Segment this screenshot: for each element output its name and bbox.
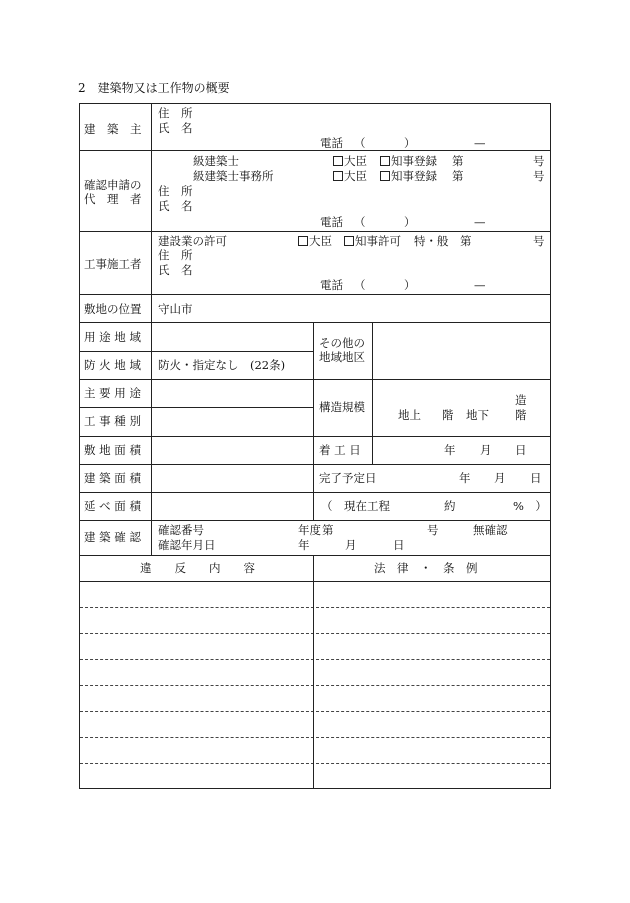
work-type-label: 工 事 種 別 [84, 414, 141, 428]
contractor-go: 号 [533, 234, 545, 248]
agent-architect-label: 級建築士 [193, 154, 239, 168]
agent-office-minister[interactable]: 大臣 [333, 169, 367, 183]
completion-label: 完了予定日 [319, 471, 377, 485]
start-month: 月 [480, 443, 492, 457]
contractor-name-label: 氏 名 [158, 263, 193, 277]
agent-office-label: 級建築士事務所 [193, 169, 274, 183]
site-area-label: 敷 地 面 積 [84, 443, 141, 457]
contractor-minister[interactable]: 大臣 [298, 234, 332, 248]
contractor-license-label: 建設業の許可 [158, 234, 227, 248]
agent-office-dai: 第 [452, 169, 464, 183]
fire-zone-value: 防火・指定なし (22条) [158, 358, 286, 372]
other-district-line1: その他の [319, 336, 365, 350]
agent-architect-go: 号 [533, 154, 545, 168]
agent-architect-dai: 第 [452, 154, 464, 168]
fire-zone-label: 防 火 地 域 [84, 358, 141, 372]
checkbox-icon [380, 156, 390, 166]
confirmation-unconfirmed: 無確認 [473, 523, 508, 537]
other-district-line2: 地域地区 [319, 350, 365, 364]
contractor-phone-dash: — [474, 278, 486, 292]
confirmation-day: 日 [393, 538, 405, 552]
section-title: 2 建築物又は工作物の概要 [78, 81, 230, 95]
owner-phone-dash: — [474, 136, 486, 150]
structure-zou: 造 [515, 393, 527, 407]
agent-architect-governor[interactable]: 知事登録 [380, 154, 437, 168]
owner-phone-open: （ [354, 136, 366, 150]
contractor-dai: 第 [460, 234, 472, 248]
confirmation-dai: 第 [322, 523, 334, 537]
progress-percent: % ） [513, 499, 547, 513]
agent-office-governor[interactable]: 知事登録 [380, 169, 437, 183]
confirmation-month: 月 [345, 538, 357, 552]
contractor-phone-close: ） [404, 278, 416, 292]
owner-phone-close: ） [404, 136, 416, 150]
progress-open: （ 現在工程 [321, 499, 390, 513]
agent-label-line2: 代 理 者 [84, 192, 142, 206]
floor-area-label: 延 べ 面 積 [84, 499, 141, 513]
structure-above: 地上 [398, 408, 421, 422]
agent-address-label: 住 所 [158, 184, 193, 198]
contractor-label: 工事施工者 [84, 257, 142, 271]
owner-name-label: 氏 名 [158, 121, 193, 135]
agent-label-line1: 確認申請の [84, 178, 142, 192]
completion-month: 月 [494, 471, 506, 485]
start-day: 日 [515, 443, 527, 457]
site-location-value: 守山市 [158, 302, 193, 316]
structure-floors2: 階 [515, 408, 527, 422]
agent-architect-minister[interactable]: 大臣 [333, 154, 367, 168]
owner-phone-label: 電話 [320, 136, 343, 150]
start-year: 年 [444, 443, 456, 457]
owner-address-label: 住 所 [158, 106, 193, 120]
confirmation-year: 年 [298, 538, 310, 552]
contractor-phone-open: （ [354, 278, 366, 292]
structure-floors: 階 [442, 408, 454, 422]
checkbox-icon [380, 171, 390, 181]
structure-below: 地下 [466, 408, 489, 422]
owner-label: 建 築 主 [84, 122, 142, 136]
site-location-label: 敷地の位置 [84, 302, 142, 316]
law-ordinance-header: 法 律 ・ 条 例 [374, 561, 478, 575]
completion-day: 日 [530, 471, 542, 485]
progress-approx: 約 [444, 499, 456, 513]
contractor-governor[interactable]: 知事許可 [344, 234, 401, 248]
confirmation-label: 建 築 確 認 [84, 530, 141, 544]
confirmation-number-label: 確認番号 [158, 523, 204, 537]
building-area-label: 建 築 面 積 [84, 471, 141, 485]
violation-content-header: 違 反 内 容 [140, 561, 255, 575]
checkbox-icon [298, 236, 308, 246]
contractor-address-label: 住 所 [158, 248, 193, 262]
contractor-phone-label: 電話 [320, 278, 343, 292]
confirmation-date-label: 確認年月日 [158, 538, 216, 552]
agent-phone-close: ） [404, 215, 416, 229]
agent-phone-dash: — [474, 215, 486, 229]
contractor-special-general: 特・般 [414, 234, 449, 248]
use-zone-label: 用 途 地 域 [84, 330, 141, 344]
agent-office-go: 号 [533, 169, 545, 183]
checkbox-icon [333, 156, 343, 166]
completion-year: 年 [459, 471, 471, 485]
agent-phone-label: 電話 [320, 215, 343, 229]
confirmation-fiscal-year: 年度 [298, 523, 321, 537]
agent-phone-open: （ [354, 215, 366, 229]
main-use-label: 主 要 用 途 [84, 386, 141, 400]
agent-name-label: 氏 名 [158, 199, 193, 213]
start-label: 着 工 日 [319, 443, 361, 457]
structure-label: 構造規模 [319, 400, 365, 414]
checkbox-icon [333, 171, 343, 181]
confirmation-go: 号 [427, 523, 439, 537]
checkbox-icon [344, 236, 354, 246]
